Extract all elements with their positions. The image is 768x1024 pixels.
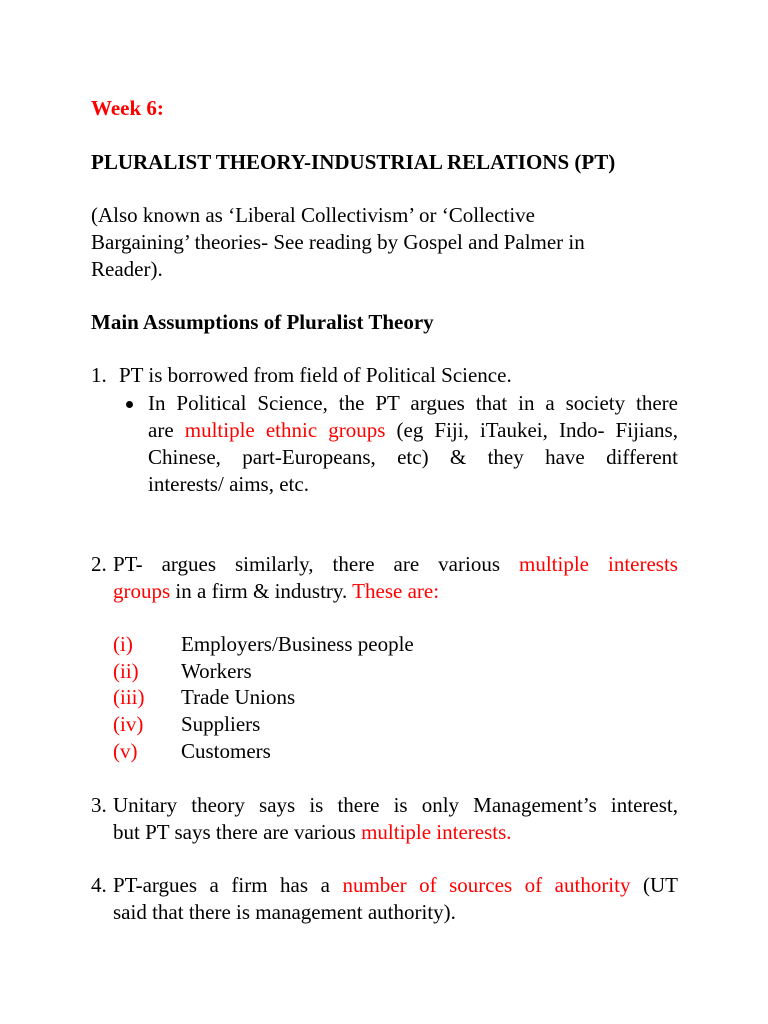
- point-1-text: PT is borrowed from field of Political Science.: [119, 363, 512, 387]
- intro-line-1: (Also known as ‘Liberal Collectivism’ or ‘Collective: [91, 203, 536, 227]
- point-3-line-1: Unitary theory says is there is only Management’s interest,: [113, 793, 678, 817]
- intro-line-3: Reader).: [91, 257, 163, 281]
- point-2-line-1: [113, 551, 678, 578]
- point-2-line-1-highlight: multiple interests: [519, 552, 678, 576]
- point-3-line-2-highlight: multiple interests.: [361, 820, 512, 844]
- intro-line-2: Bargaining’ theories- See reading by Gospel and Palmer in: [91, 230, 585, 254]
- bullet-line-2: [148, 417, 678, 444]
- group-1-numeral: (i): [113, 632, 133, 656]
- point-2-text: [113, 551, 678, 605]
- point-3-text: [113, 792, 678, 846]
- point-2-line-1-pre: PT- argues similarly, there are various: [113, 552, 519, 576]
- bullet-line-2-post: (eg Fiji, iTaukei, Indo- Fijians,: [385, 418, 678, 442]
- bullet-text: [148, 390, 678, 498]
- point-4-number: 4.: [91, 873, 107, 897]
- bullet-line-1: In Political Science, the PT argues that in a society there: [148, 391, 678, 415]
- group-3-numeral: (iii): [113, 685, 145, 709]
- point-4-line-1: [113, 872, 678, 899]
- intro-paragraph: [91, 202, 678, 283]
- point-2-line-2-highlight: groups: [113, 579, 171, 603]
- group-1-label: Employers/Business people: [181, 632, 414, 656]
- bullet-line-2-highlight: multiple ethnic groups: [184, 418, 386, 442]
- point-4-line-1-post: (UT: [630, 873, 678, 897]
- point-2-these-are: These are:: [352, 579, 440, 603]
- bullet-dot-icon: [126, 401, 133, 408]
- group-2-numeral: (ii): [113, 659, 139, 683]
- point-1-number: 1.: [91, 363, 107, 387]
- point-3-line-2-pre: but PT says there are various: [113, 820, 362, 844]
- bullet-line-4: interests/ aims, etc.: [148, 472, 309, 496]
- bullet-line-2-pre: are: [148, 418, 185, 442]
- document-title: PLURALIST THEORY-INDUSTRIAL RELATIONS (PT): [91, 150, 616, 174]
- point-2-line-2: [113, 578, 678, 605]
- point-4-text: [113, 872, 678, 926]
- group-2-label: Workers: [181, 659, 252, 683]
- point-3-number: 3.: [91, 793, 107, 817]
- point-4-line-2: said that there is management authority).: [113, 900, 456, 924]
- point-2-number: 2.: [91, 552, 107, 576]
- group-4-label: Suppliers: [181, 712, 261, 736]
- point-4-line-1-highlight: number of sources of authority: [342, 873, 631, 897]
- section-heading: Main Assumptions of Pluralist Theory: [91, 310, 434, 334]
- point-2-line-2-post: in a firm & industry.: [170, 579, 353, 603]
- group-4-numeral: (iv): [113, 712, 144, 736]
- group-3-label: Trade Unions: [181, 685, 296, 709]
- group-5-numeral: (v): [113, 739, 138, 763]
- point-3-line-2: [113, 819, 678, 846]
- bullet-line-3: Chinese, part-Europeans, etc) & they have different: [148, 445, 678, 469]
- week-heading: Week 6:: [91, 96, 164, 120]
- group-5-label: Customers: [181, 739, 271, 763]
- point-4-line-1-pre: PT-argues a firm has a: [113, 873, 343, 897]
